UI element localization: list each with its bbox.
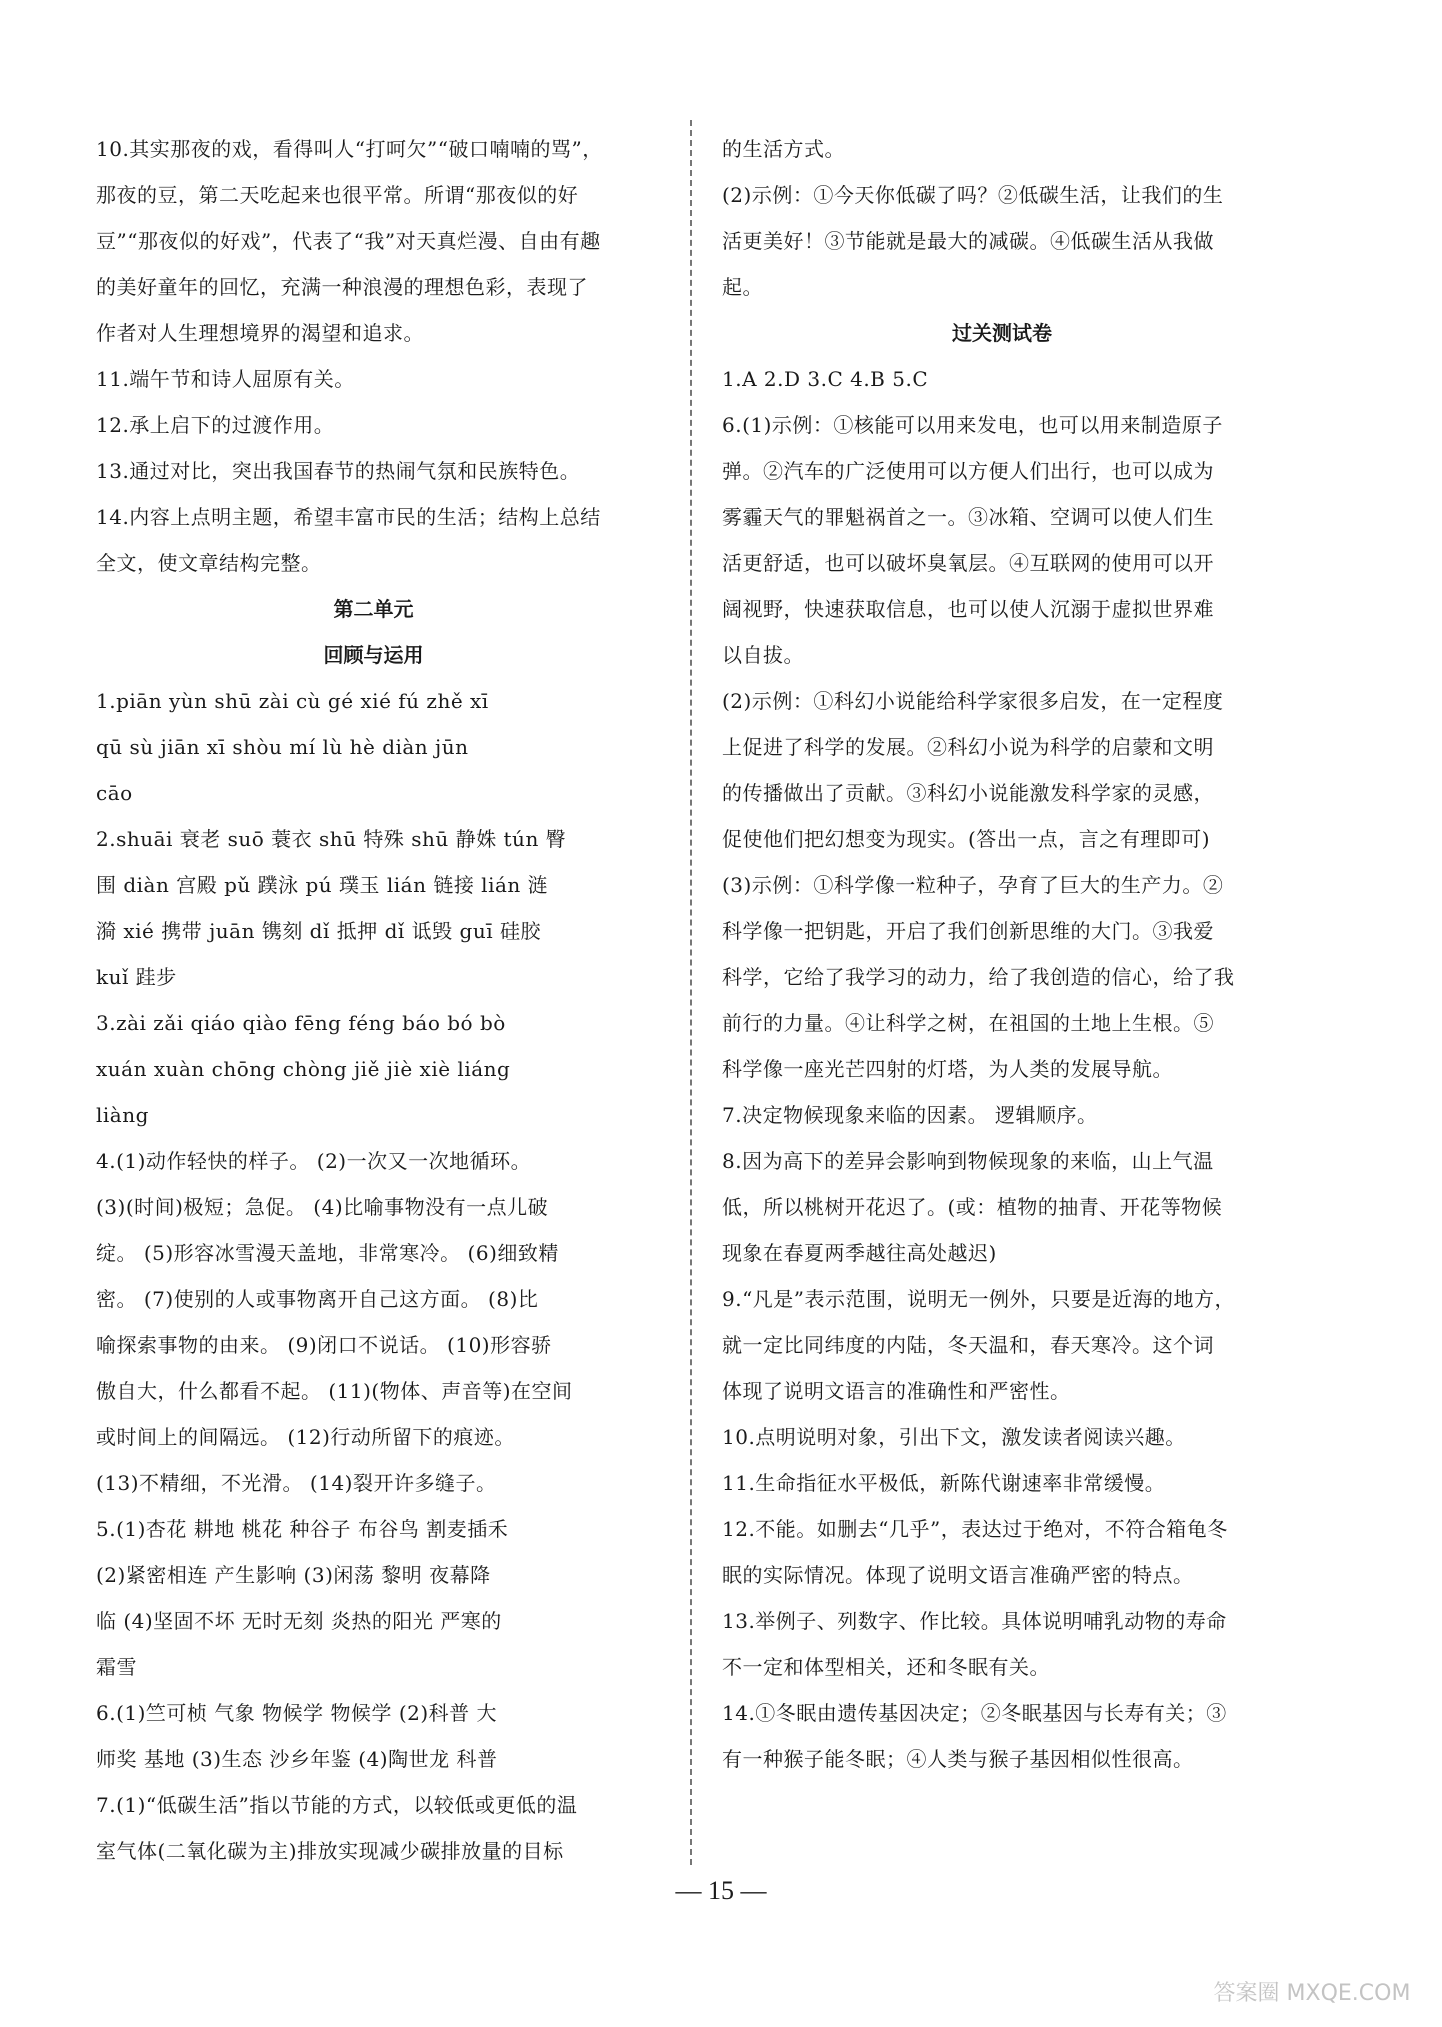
column-divider [690,120,692,1865]
text-line: 临 (4)坚固不坏 无时无刻 炎热的阳光 严寒的 [96,1609,502,1633]
text-line: 8.因为高下的差异会影响到物候现象的来临，山上气温 [722,1149,1214,1173]
text-line: 活更舒适，也可以破坏臭氧层。④互联网的使用可以开 [722,551,1214,575]
text-line: (13)不精细，不光滑。 (14)裂开许多缝子。 [96,1471,497,1495]
text-line: 体现了说明文语言的准确性和严密性。 [722,1379,1071,1403]
text-line: 上促进了科学的发展。②科幻小说为科学的启蒙和文明 [722,735,1214,759]
text-line: 阔视野，快速获取信息，也可以使人沉溺于虚拟世界难 [722,597,1214,621]
text-line: 的美好童年的回忆，充满一种浪漫的理想色彩，表现了 [96,275,588,299]
text-line: 傲自大，什么都看不起。 (11)(物体、声音等)在空间 [96,1379,573,1403]
text-line: 科学像一把钥匙，开启了我们创新思维的大门。③我爱 [722,919,1214,943]
text-line: 2.shuāi 衰老 suō 蓑衣 shū 特殊 shū 静姝 tún 臀 [96,827,567,851]
text-line: 雾霾天气的罪魁祸首之一。③冰箱、空调可以使人们生 [722,505,1214,529]
text-line: 全文，使文章结构完整。 [96,551,322,575]
text-line: 不一定和体型相关，还和冬眠有关。 [722,1655,1050,1679]
text-line: 那夜的豆，第二天吃起来也很平常。所谓“那夜似的好 [96,183,579,207]
text-line: xuán xuàn chōng chòng jiě jiè xiè liáng [96,1057,511,1081]
text-line: (3)示例：①科学像一粒种子，孕育了巨大的生产力。② [722,873,1224,897]
text-line: 以自拔。 [722,643,804,667]
text-line: 11.生命指征水平极低，新陈代谢速率非常缓慢。 [722,1471,1166,1495]
text-line: cāo [96,781,133,805]
text-line: 漪 xié 携带 juān 镌刻 dǐ 抵押 dǐ 诋毁 guī 硅胶 [96,919,541,943]
text-line: (3)(时间)极短；急促。 (4)比喻事物没有一点儿破 [96,1195,549,1219]
text-line: kuǐ 跬步 [96,965,177,989]
text-line: 5.(1)杏花 耕地 桃花 种谷子 布谷鸟 割麦插禾 [96,1517,509,1541]
text-line: 围 diàn 宫殿 pǔ 蹼泳 pú 璞玉 lián 链接 lián 涟 [96,873,549,897]
text-line: 3.zài zǎi qiáo qiào fēng féng báo bó bò [96,1011,506,1035]
text-line: qū sù jiān xī shòu mí lù hè diàn jūn [96,735,469,759]
right-column [722,126,1282,1782]
text-line: 就一定比同纬度的内陆，冬天温和，春天寒冷。这个词 [722,1333,1214,1357]
text-line: (2)示例：①今天你低碳了吗？②低碳生活，让我们的生 [722,183,1224,207]
watermark-text: 答案圈 MXQE.COM [1213,1981,1411,2006]
text-line: 4.(1)动作轻快的样子。 (2)一次又一次地循环。 [96,1149,532,1173]
section-heading-test: 过关测试卷 [952,321,1052,345]
text-line: 或时间上的间隔远。 (12)行动所留下的痕迹。 [96,1425,515,1449]
text-line: 作者对人生理想境界的渴望和追求。 [96,321,424,345]
text-line: 科学，它给了我学习的动力，给了我创造的信心，给了我 [722,965,1235,989]
text-line: (2)示例：①科幻小说能给科学家很多启发，在一定程度 [722,689,1224,713]
text-line: 眠的实际情况。体现了说明文语言准确严密的特点。 [722,1563,1194,1587]
text-line: 弹。②汽车的广泛使用可以方便人们出行，也可以成为 [722,459,1214,483]
text-line: 前行的力量。④让科学之树，在祖国的土地上生根。⑤ [722,1011,1214,1035]
text-line: 现象在春夏两季越往高处越迟) [722,1241,997,1265]
text-line: 起。 [722,275,763,299]
text-line: 促使他们把幻想变为现实。(答出一点，言之有理即可) [722,827,1211,851]
text-line: 活更美好！③节能就是最大的减碳。④低碳生活从我做 [722,229,1214,253]
text-line: 14.①冬眠由遗传基因决定；②冬眠基因与长寿有关；③ [722,1701,1227,1725]
watermark-logo [1194,1960,1430,2020]
text-line: 豆”“那夜似的好戏”，代表了“我”对天真烂漫、自由有趣 [96,229,601,253]
text-line: (2)紧密相连 产生影响 (3)闲荡 黎明 夜幕降 [96,1563,491,1587]
text-line: 12.承上启下的过渡作用。 [96,413,335,437]
section-heading-unit-2: 第二单元 [333,597,414,621]
left-column [96,126,651,1874]
text-line: 10.其实那夜的戏，看得叫人“打呵欠”“破口喃喃的骂”， [96,137,603,161]
text-line: 12.不能。如删去“几乎”，表达过于绝对，不符合箱龟冬 [722,1517,1228,1541]
text-line: 10.点明说明对象，引出下文，激发读者阅读兴趣。 [722,1425,1186,1449]
text-line: 绽。 (5)形容冰雪漫天盖地，非常寒冷。 (6)细致精 [96,1241,559,1265]
section-heading-review: 回顾与运用 [323,643,424,667]
text-line: 14.内容上点明主题，希望丰富市民的生活；结构上总结 [96,505,601,529]
text-line: 科学像一座光芒四射的灯塔，为人类的发展导航。 [722,1057,1173,1081]
text-line: 6.(1)竺可桢 气象 物候学 物候学 (2)科普 大 [96,1701,498,1725]
text-line: 的生活方式。 [722,137,845,161]
text-line: 6.(1)示例：①核能可以用来发电，也可以用来制造原子 [722,413,1223,437]
page-number: — 15 — [675,1876,767,1905]
text-line: 低，所以桃树开花迟了。(或：植物的抽青、开花等物候 [722,1195,1223,1219]
text-line: 密。 (7)使别的人或事物离开自己这方面。 (8)比 [96,1287,539,1311]
text-line: 13.举例子、列数字、作比较。具体说明哺乳动物的寿命 [722,1609,1227,1633]
text-line: 有一种猴子能冬眠；④人类与猴子基因相似性很高。 [722,1747,1194,1771]
text-line: 7.决定物候现象来临的因素。 逻辑顺序。 [722,1103,1098,1127]
text-line: 师奖 基地 (3)生态 沙乡年鉴 (4)陶世龙 科普 [96,1747,498,1771]
text-line: 1.A 2.D 3.C 4.B 5.C [722,367,929,391]
text-line: 11.端午节和诗人屈原有关。 [96,367,355,391]
text-line: 9.“凡是”表示范围，说明无一例外，只要是近海的地方， [722,1287,1236,1311]
text-line: 喻探索事物的由来。 (9)闭口不说话。 (10)形容骄 [96,1333,552,1357]
text-line: 7.(1)“低碳生活”指以节能的方式，以较低或更低的温 [96,1793,578,1817]
text-line: 13.通过对比，突出我国春节的热闹气氛和民族特色。 [96,459,581,483]
text-line: 室气体(二氧化碳为主)排放实现减少碳排放量的目标 [96,1839,564,1863]
text-line: 1.piān yùn shū zài cù gé xié fú zhě xī [96,689,489,713]
text-line: 霜雪 [96,1655,137,1679]
text-line: 的传播做出了贡献。③科幻小说能激发科学家的灵感， [722,781,1214,805]
text-line: liàng [96,1103,149,1127]
